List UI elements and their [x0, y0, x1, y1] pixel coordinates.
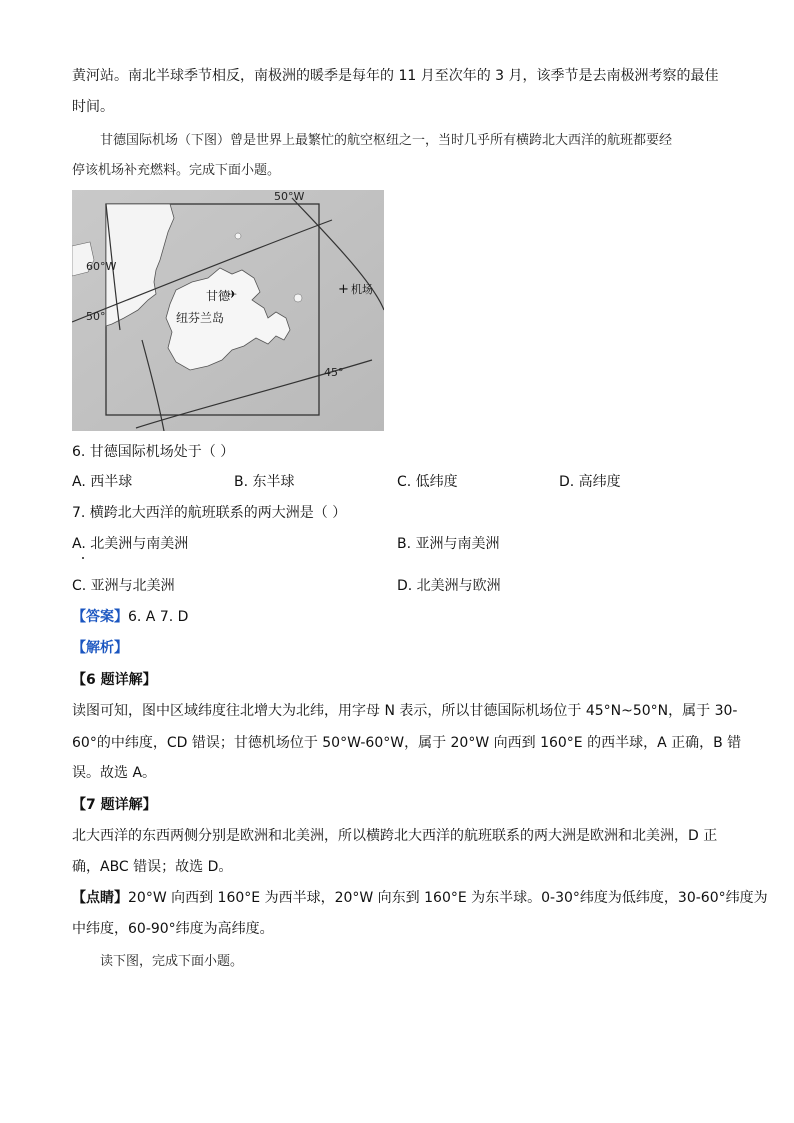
- tip-line-1: 20°W 向西到 160°E 为西半球，20°W 向东到 160°E 为东半球。0-30°纬度为低纬度，30-60°纬度为: [128, 890, 768, 906]
- detail7-line-2: 确，ABC 错误；故选 D。: [72, 859, 233, 875]
- q6-option-c[interactable]: C. 低纬度: [397, 474, 458, 490]
- label-newfoundland: 纽芬兰岛: [176, 311, 225, 325]
- next-prompt: 读下图，完成下面小题。: [100, 954, 244, 969]
- tip-row: [72, 888, 768, 908]
- q6-option-a[interactable]: A. 西半球: [72, 474, 133, 490]
- intro-line-1: 黄河站。南北半球季节相反，南极洲的暖季是每年的 11 月至次年的 3 月，该季节是去南极洲考察的最佳: [72, 68, 719, 84]
- q6-option-b[interactable]: B. 东半球: [234, 474, 295, 490]
- q7-stem: 7. 横跨北大西洋的航班联系的两大洲是（ ）: [72, 505, 347, 521]
- answer-tag: 【答案】: [72, 609, 128, 625]
- detail6-line-2: 60°的中纬度，CD 错误；甘德机场位于 50°W-60°W，属于 20°W 向西到 160°E 的西半球，A 正确，B 错: [72, 735, 742, 751]
- q6-option-d[interactable]: D. 高纬度: [559, 474, 621, 490]
- detail7-tag: 【7 题详解】: [72, 797, 157, 813]
- answer-text: 6. A 7. D: [128, 609, 189, 625]
- q7-option-c[interactable]: C. 亚洲与北美洲: [72, 578, 175, 594]
- analysis-tag: 【解析】: [72, 640, 128, 656]
- detail6-tag: 【6 题详解】: [72, 672, 157, 688]
- q6-stem: 6. 甘德国际机场处于（ ）: [72, 444, 235, 460]
- intro-line-2: 时间。: [72, 99, 114, 115]
- label-45: 45°: [324, 366, 344, 379]
- label-50: 50°: [86, 310, 106, 323]
- answer-row: [72, 607, 188, 627]
- detail6-line-3: 误。故选 A。: [72, 765, 157, 781]
- label-50w: 50°W: [274, 190, 305, 203]
- detail7-line-1: 北大西洋的东西两侧分别是欧洲和北美洲，所以横跨北大西洋的航班联系的两大洲是欧洲和北美洲，D 正: [72, 828, 718, 844]
- tip-tag: 【点睛】: [72, 890, 128, 906]
- legend-airport-label: 机场: [351, 283, 373, 296]
- islet-2: [294, 294, 302, 302]
- tip-line-2: 中纬度，60-90°纬度为高纬度。: [72, 921, 274, 937]
- legend-airport-icon: +: [338, 282, 349, 297]
- label-60w: 60°W: [86, 260, 117, 273]
- passage-line-1: 甘德国际机场（下图）曾是世界上最繁忙的航空枢纽之一，当时几乎所有横跨北大西洋的航班都要经: [100, 133, 673, 148]
- airport-icon: ✈: [228, 288, 238, 301]
- q7-option-d[interactable]: D. 北美洲与欧洲: [397, 578, 501, 594]
- gander-map: [72, 190, 384, 431]
- q7-option-a[interactable]: A. 北美洲与南美洲: [72, 536, 189, 552]
- map-svg: [72, 190, 384, 431]
- islet-1: [235, 233, 241, 239]
- passage-line-2: 停该机场补充燃料。完成下面小题。: [72, 163, 281, 178]
- stray-dot: [82, 557, 84, 559]
- detail6-line-1: 读图可知，图中区域纬度往北增大为北纬，用字母 N 表示，所以甘德国际机场位于 45°N~50°N，属于 30-: [72, 703, 738, 719]
- label-gander: 甘德: [206, 289, 231, 303]
- q7-option-b[interactable]: B. 亚洲与南美洲: [397, 536, 500, 552]
